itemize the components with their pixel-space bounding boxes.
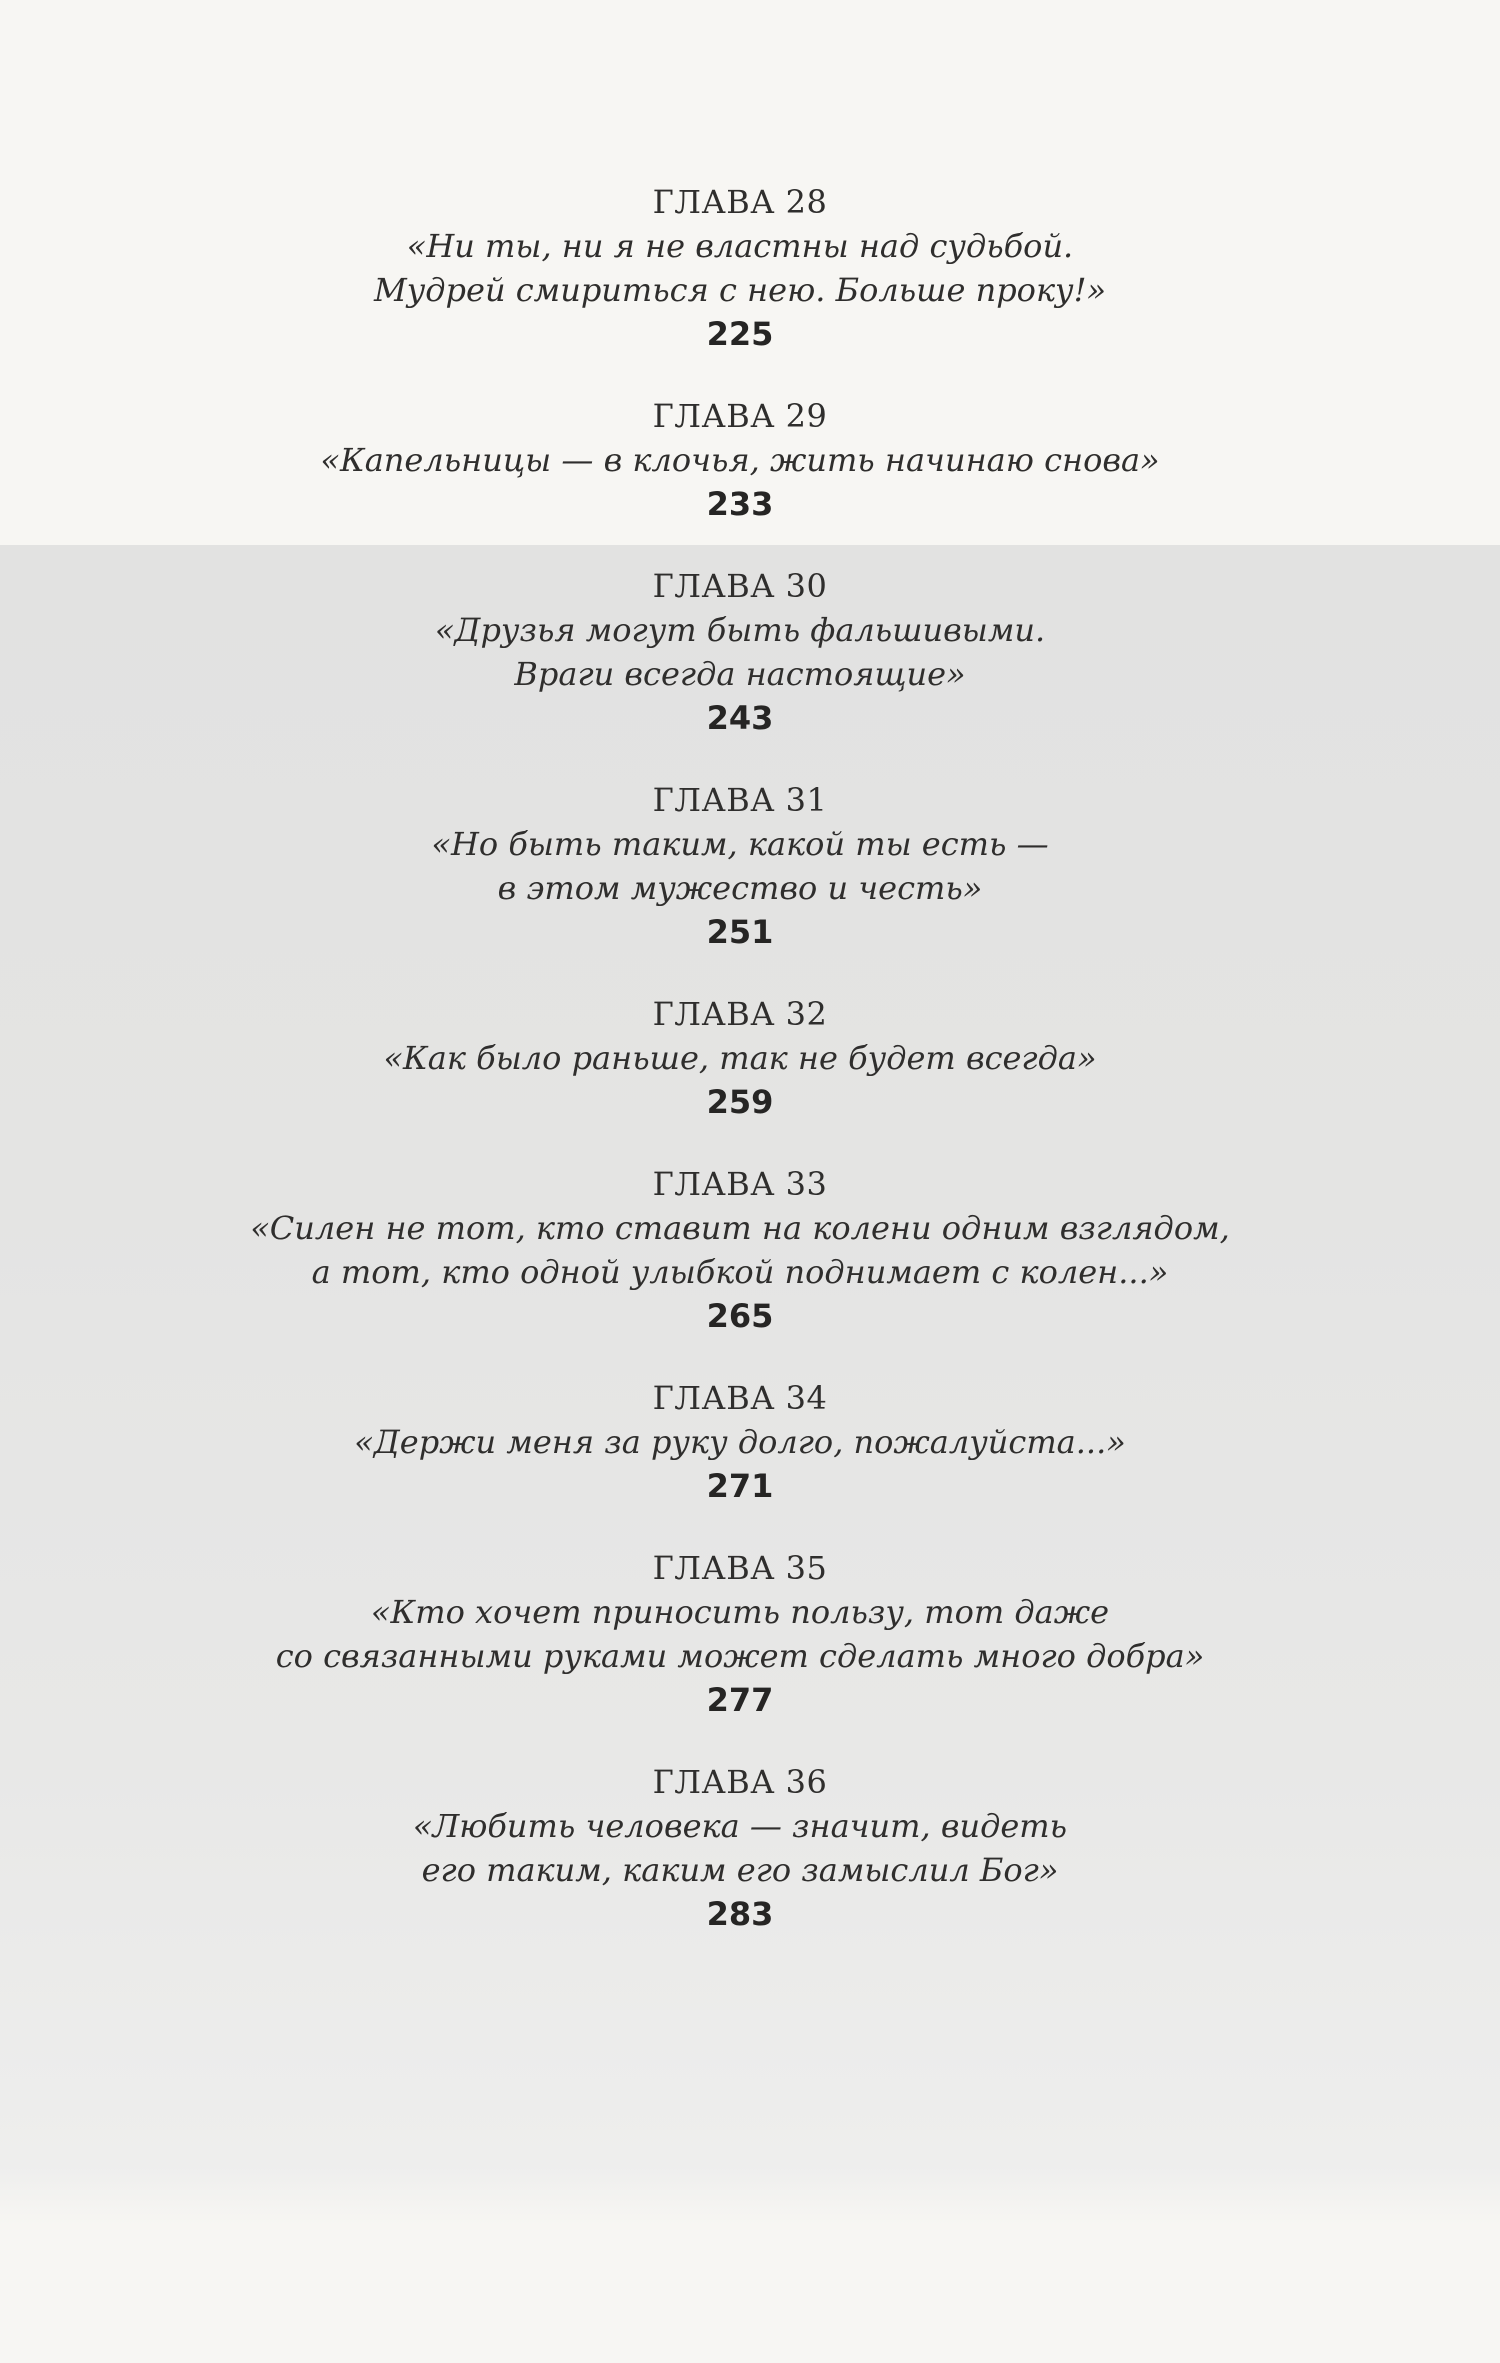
toc-entry-30 bbox=[0, 564, 1480, 740]
chapter-heading: ГЛАВА 34 bbox=[652, 1379, 828, 1417]
chapter-epigraph-line: «Друзья могут быть фальшивыми. bbox=[434, 611, 1046, 649]
chapter-epigraph-line: «Как было раньше, так не будет всегда» bbox=[383, 1039, 1097, 1077]
page-number: 259 bbox=[706, 1083, 774, 1121]
chapter-epigraph-line: а тот, кто одной улыбкой поднимает с колен...» bbox=[311, 1253, 1169, 1291]
chapter-epigraph-line: Мудрей смириться с нею. Больше проку!» bbox=[373, 271, 1107, 309]
chapter-epigraph-line: «Ни ты, ни я не властны над судьбой. bbox=[406, 227, 1074, 265]
toc-entry-36 bbox=[0, 1760, 1480, 1936]
chapter-heading: ГЛАВА 35 bbox=[652, 1549, 828, 1587]
page-number: 265 bbox=[706, 1297, 774, 1335]
chapter-heading: ГЛАВА 28 bbox=[652, 183, 828, 221]
page-number: 277 bbox=[706, 1681, 774, 1719]
chapter-epigraph-line: в этом мужество и честь» bbox=[497, 869, 983, 907]
toc-entry-33 bbox=[0, 1162, 1480, 1338]
chapter-epigraph-line: «Но быть таким, какой ты есть — bbox=[431, 825, 1049, 863]
page-number: 225 bbox=[706, 315, 774, 353]
page-number: 283 bbox=[706, 1895, 774, 1933]
chapter-heading: ГЛАВА 36 bbox=[652, 1763, 828, 1801]
page-number: 251 bbox=[706, 913, 774, 951]
chapter-epigraph-line: Враги всегда настоящие» bbox=[514, 655, 966, 693]
toc-entry-32 bbox=[0, 992, 1480, 1124]
page-number: 233 bbox=[706, 485, 774, 523]
chapter-heading: ГЛАВА 29 bbox=[652, 397, 828, 435]
chapter-heading: ГЛАВА 30 bbox=[652, 567, 828, 605]
toc-entry-28 bbox=[0, 180, 1480, 356]
chapter-epigraph-line: «Силен не тот, кто ставит на колени одним взглядом, bbox=[250, 1209, 1230, 1247]
table-of-contents bbox=[0, 180, 1480, 1974]
page-number: 271 bbox=[706, 1467, 774, 1505]
chapter-epigraph-line: со связанными руками может сделать много добра» bbox=[275, 1637, 1205, 1675]
chapter-heading: ГЛАВА 32 bbox=[652, 995, 828, 1033]
chapter-epigraph-line: «Кто хочет приносить пользу, тот даже bbox=[370, 1593, 1110, 1631]
toc-entry-34 bbox=[0, 1376, 1480, 1508]
chapter-heading: ГЛАВА 33 bbox=[652, 1165, 828, 1203]
toc-entry-29 bbox=[0, 394, 1480, 526]
chapter-epigraph-line: его таким, каким его замыслил Бог» bbox=[421, 1851, 1059, 1889]
page-number: 243 bbox=[706, 699, 774, 737]
chapter-epigraph-line: «Любить человека — значит, видеть bbox=[412, 1807, 1068, 1845]
toc-entry-31 bbox=[0, 778, 1480, 954]
chapter-epigraph-line: «Капельницы — в клочья, жить начинаю снова» bbox=[320, 441, 1160, 479]
chapter-heading: ГЛАВА 31 bbox=[652, 781, 828, 819]
toc-entry-35 bbox=[0, 1546, 1480, 1722]
chapter-epigraph-line: «Держи меня за руку долго, пожалуйста...» bbox=[354, 1423, 1126, 1461]
